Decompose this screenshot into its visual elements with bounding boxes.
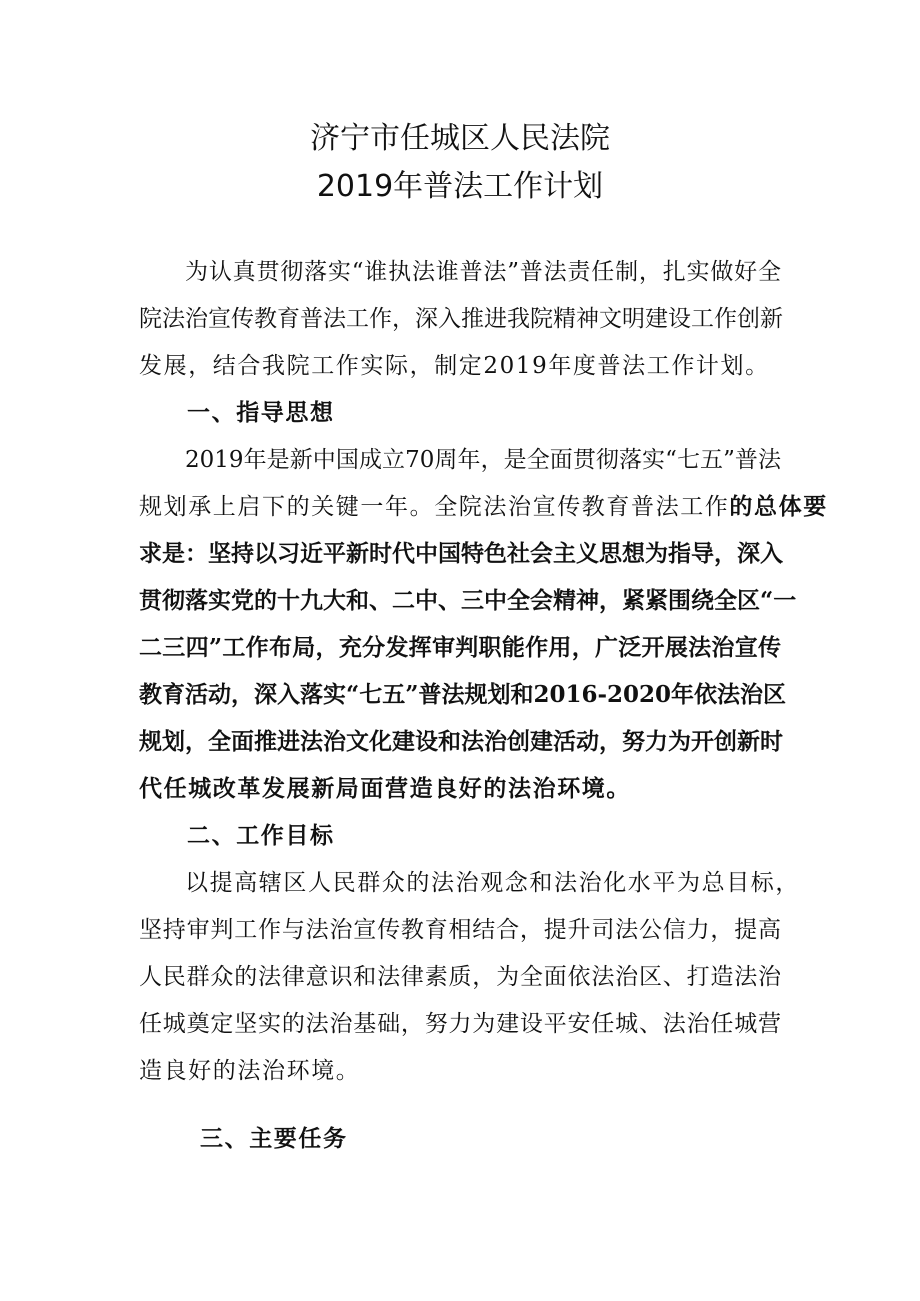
intro-line-1: 为认真贯彻落实“谁执法谁普法”普法责任制，扎实做好全 — [185, 259, 781, 285]
section-1-line-1: 2019年是新中国成立70周年，是全面贯彻落实“七五”普法 — [185, 447, 781, 473]
section-1-line-8: 代任城改革发展新局面营造良好的法治环境。 — [139, 775, 631, 802]
section-2-line-1: 以提高辖区人民群众的法治观念和法治化水平为总目标， — [185, 870, 800, 896]
section-2-line-3: 人民群众的法律意识和法律素质，为全面依法治区、打造法治 — [139, 964, 781, 990]
intro-line-2: 院法治宣传教育普法工作，深入推进我院精神文明建设工作创新 — [139, 306, 783, 332]
section-3-heading: 三、主要任务 — [200, 1125, 348, 1152]
section-1-line-4: 贯彻落实党的十九大和、二中、三中全会精神，紧紧围绕全区“一 — [139, 587, 797, 614]
section-2-heading: 二、工作目标 — [187, 822, 335, 849]
section-1-line-5: 二三四”工作布局，充分发挥审判职能作用，广泛开展法治宣传 — [139, 634, 781, 661]
section-1-line-2-bold: 的总体要 — [729, 493, 828, 520]
section-1-line-2-normal: 规划承上启下的关键一年。全院法治宣传教育普法工作 — [139, 494, 730, 520]
section-1-line-7: 规划，全面推进法治文化建设和法治创建活动，努力为开创新时 — [139, 728, 783, 755]
section-1-line-3: 求是：坚持以习近平新时代中国特色社会主义思想为指导，深入 — [139, 540, 783, 567]
document-title-line-1: 济宁市任城区人民法院 — [310, 121, 610, 156]
section-1-line-6: 教育活动，深入落实“七五”普法规划和2016-2020年依法治区 — [139, 681, 787, 708]
section-2-line-5: 造良好的法治环境。 — [139, 1058, 361, 1084]
document-title-line-2: 2019年普法工作计划 — [316, 169, 604, 204]
section-1-heading: 一、指导思想 — [187, 399, 335, 426]
section-2-line-2: 坚持审判工作与法治宣传教育相结合，提升司法公信力，提高 — [139, 917, 781, 943]
section-1-line-2 — [139, 492, 828, 522]
intro-line-3: 发展，结合我院工作实际，制定2019年度普法工作计划。 — [139, 353, 770, 379]
section-2-line-4: 任城奠定坚实的法治基础，努力为建设平安任城、法治任城营 — [139, 1011, 781, 1037]
